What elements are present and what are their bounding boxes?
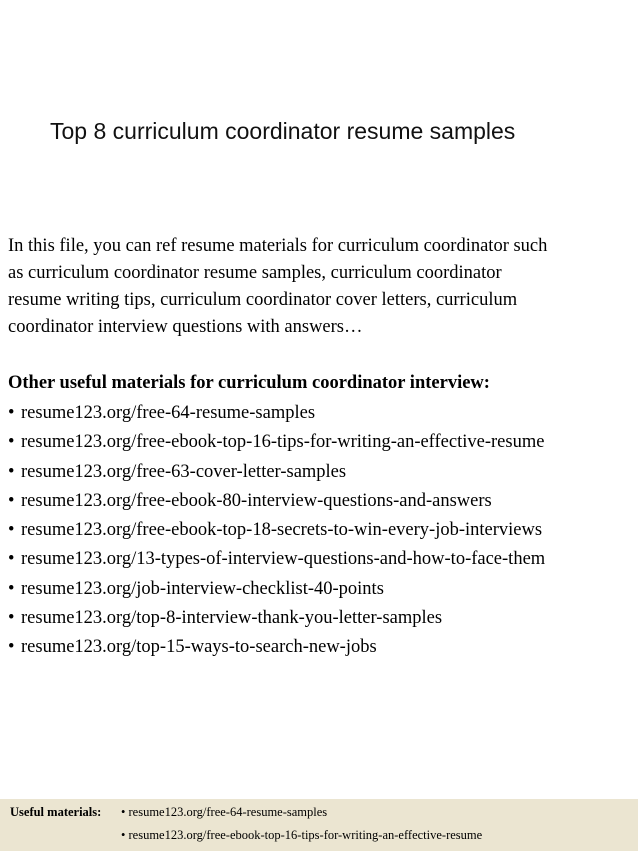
bullet-icon: • [8,608,15,629]
list-item [8,575,545,604]
bullet-icon: • [8,461,15,482]
materials-heading: Other useful materials for curriculum coordinator interview: [8,373,490,393]
intro-line: as curriculum coordinator resume samples, curriculum coordinator [8,263,502,283]
material-link[interactable]: resume123.org/free-ebook-top-18-secrets-to-win-every-job-interviews [21,520,543,541]
footer-label [10,805,101,820]
material-link[interactable]: resume123.org/free-63-cover-letter-samples [21,461,347,482]
material-link[interactable]: resume123.org/free-64-resume-samples [21,403,316,423]
list-item [8,428,545,457]
footer-link[interactable]: • resume123.org/free-64-resume-samples [121,805,328,819]
list-item [8,604,545,633]
intro-line: In this file, you can ref resume materials for curriculum coordinator such [8,236,548,256]
material-link[interactable]: resume123.org/top-15-ways-to-search-new-jobs [21,637,377,658]
bullet-icon: • [8,578,15,599]
list-item [8,633,545,662]
material-link[interactable]: resume123.org/free-ebook-top-16-tips-for-writing-an-effective-resume [21,432,545,453]
materials-list [8,399,545,663]
bullet-icon: • [8,490,15,511]
list-item [8,516,545,545]
footer-link[interactable]: • resume123.org/free-ebook-top-16-tips-for-writing-an-effective-resume [121,828,483,842]
intro-paragraph [8,233,633,341]
list-item [8,399,545,428]
footer-label-colon: : [97,805,102,819]
bullet-icon: • [8,403,15,423]
list-item [8,545,545,574]
bullet-icon: • [8,549,15,570]
intro-line: resume writing tips, curriculum coordinator cover letters, curriculum [8,290,518,310]
list-item [8,458,545,487]
material-link[interactable]: resume123.org/free-ebook-80-interview-questions-and-answers [21,490,492,511]
list-item [8,487,545,516]
material-link[interactable]: resume123.org/13-types-of-interview-questions-and-how-to-face-them [21,549,546,570]
bullet-icon: • [8,432,15,453]
material-link[interactable]: resume123.org/job-interview-checklist-40-points [21,578,384,599]
intro-line: coordinator interview questions with answers… [8,317,363,337]
material-link[interactable]: resume123.org/top-8-interview-thank-you-letter-samples [21,608,443,629]
bullet-icon: • [8,520,15,541]
page-title: Top 8 curriculum coordinator resume samples [50,118,516,144]
footer-label-text: Useful materials [10,805,98,819]
bullet-icon: • [8,637,15,658]
footer-bar [0,799,638,851]
